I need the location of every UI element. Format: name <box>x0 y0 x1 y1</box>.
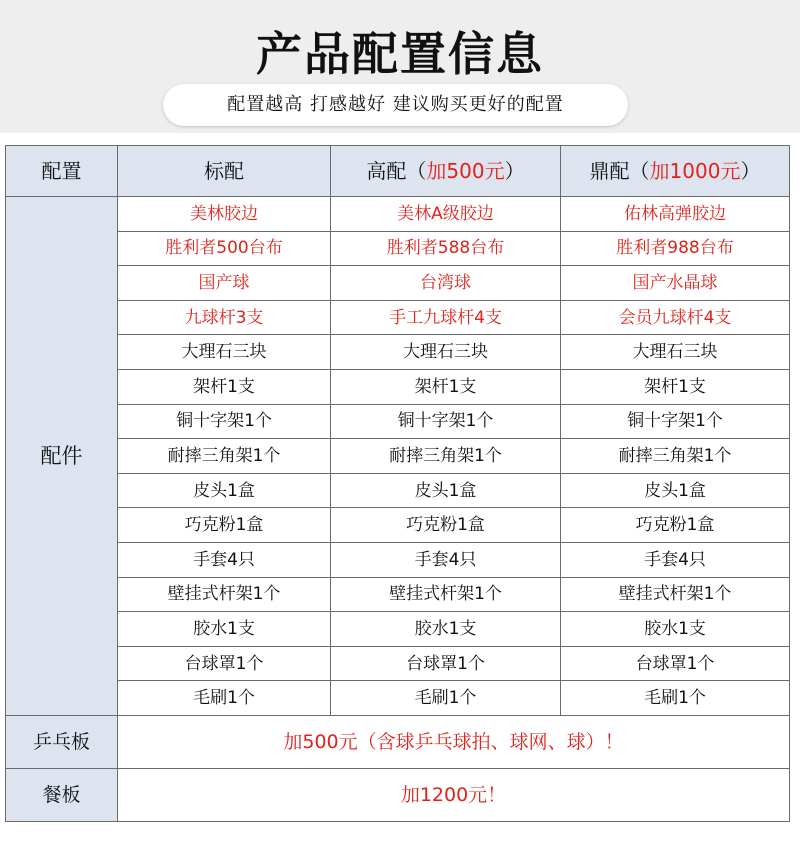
cell-standard: 毛刷1个 <box>118 681 331 716</box>
cell-top: 国产水晶球 <box>561 266 790 301</box>
col-header-standard-label: 标配 <box>204 159 244 183</box>
table-row <box>6 542 790 577</box>
category-accessories: 配件 <box>6 197 118 716</box>
cell-high: 巧克粉1盒 <box>331 508 561 543</box>
cell-standard: 铜十字架1个 <box>118 404 331 439</box>
cell-top: 台球罩1个 <box>561 646 790 681</box>
cell-top: 手套4只 <box>561 542 790 577</box>
table-row <box>6 473 790 508</box>
cell-standard: 台球罩1个 <box>118 646 331 681</box>
cell-high: 铜十字架1个 <box>331 404 561 439</box>
cell-high: 皮头1盒 <box>331 473 561 508</box>
cell-standard: 胶水1支 <box>118 612 331 647</box>
dining-row-label: 餐板 <box>6 768 118 821</box>
cell-top: 耐摔三角架1个 <box>561 439 790 474</box>
col-header-top-price: 加1000元 <box>649 159 741 183</box>
table-row <box>6 300 790 335</box>
cell-high: 台湾球 <box>331 266 561 301</box>
table-row <box>6 197 790 232</box>
cell-standard: 架杆1支 <box>118 369 331 404</box>
cell-high: 胶水1支 <box>331 612 561 647</box>
dining-row <box>6 768 790 821</box>
slogan-pill: 配置越高 打感越好 建议购买更好的配置 <box>163 84 628 126</box>
cell-standard: 巧克粉1盒 <box>118 508 331 543</box>
col-header-top-label: 鼎配（ <box>589 159 650 183</box>
cell-top: 佑林高弹胶边 <box>561 197 790 232</box>
col-header-config <box>6 146 118 197</box>
header-banner <box>0 0 800 133</box>
cell-high: 手工九球杆4支 <box>331 300 561 335</box>
col-header-high <box>331 146 561 197</box>
cell-high: 耐摔三角架1个 <box>331 439 561 474</box>
cell-standard: 胜利者500台布 <box>118 231 331 266</box>
table-row <box>6 439 790 474</box>
table-row <box>6 266 790 301</box>
pingpong-row-value: 加500元（含球乒乓球拍、球网、球）！ <box>118 715 790 768</box>
cell-high: 大理石三块 <box>331 335 561 370</box>
cell-high: 台球罩1个 <box>331 646 561 681</box>
cell-standard: 九球杆3支 <box>118 300 331 335</box>
table-row <box>6 646 790 681</box>
cell-standard: 皮头1盒 <box>118 473 331 508</box>
cell-standard: 大理石三块 <box>118 335 331 370</box>
cell-high: 壁挂式杆架1个 <box>331 577 561 612</box>
col-header-top-suffix: ） <box>740 159 761 183</box>
col-header-top <box>561 146 790 197</box>
table-row <box>6 681 790 716</box>
table-row <box>6 404 790 439</box>
page-title: 产品配置信息 <box>256 27 544 81</box>
cell-top: 皮头1盒 <box>561 473 790 508</box>
cell-standard: 美林胶边 <box>118 197 331 232</box>
cell-top: 毛刷1个 <box>561 681 790 716</box>
cell-high: 毛刷1个 <box>331 681 561 716</box>
config-table-wrapper <box>5 145 790 822</box>
cell-standard: 壁挂式杆架1个 <box>118 577 331 612</box>
cell-high: 美林A级胶边 <box>331 197 561 232</box>
cell-top: 大理石三块 <box>561 335 790 370</box>
cell-top: 铜十字架1个 <box>561 404 790 439</box>
pingpong-row <box>6 715 790 768</box>
col-header-high-suffix: ） <box>504 159 525 183</box>
table-row <box>6 231 790 266</box>
col-header-standard <box>118 146 331 197</box>
cell-high: 手套4只 <box>331 542 561 577</box>
dining-row-value: 加1200元！ <box>118 768 790 821</box>
pingpong-row-label: 乒乓板 <box>6 715 118 768</box>
cell-top: 会员九球杆4支 <box>561 300 790 335</box>
cell-high: 架杆1支 <box>331 369 561 404</box>
cell-top: 巧克粉1盒 <box>561 508 790 543</box>
cell-top: 壁挂式杆架1个 <box>561 577 790 612</box>
cell-top: 架杆1支 <box>561 369 790 404</box>
cell-top: 胜利者988台布 <box>561 231 790 266</box>
table-row <box>6 369 790 404</box>
cell-standard: 手套4只 <box>118 542 331 577</box>
cell-standard: 耐摔三角架1个 <box>118 439 331 474</box>
table-row <box>6 335 790 370</box>
cell-high: 胜利者588台布 <box>331 231 561 266</box>
cell-top: 胶水1支 <box>561 612 790 647</box>
table-row <box>6 577 790 612</box>
table-header-row <box>6 146 790 197</box>
col-header-config-label: 配置 <box>41 159 82 183</box>
col-header-high-price: 加500元 <box>426 159 505 183</box>
table-row <box>6 508 790 543</box>
cell-standard: 国产球 <box>118 266 331 301</box>
col-header-high-label: 高配（ <box>366 159 427 183</box>
table-row <box>6 612 790 647</box>
config-table <box>5 145 790 822</box>
